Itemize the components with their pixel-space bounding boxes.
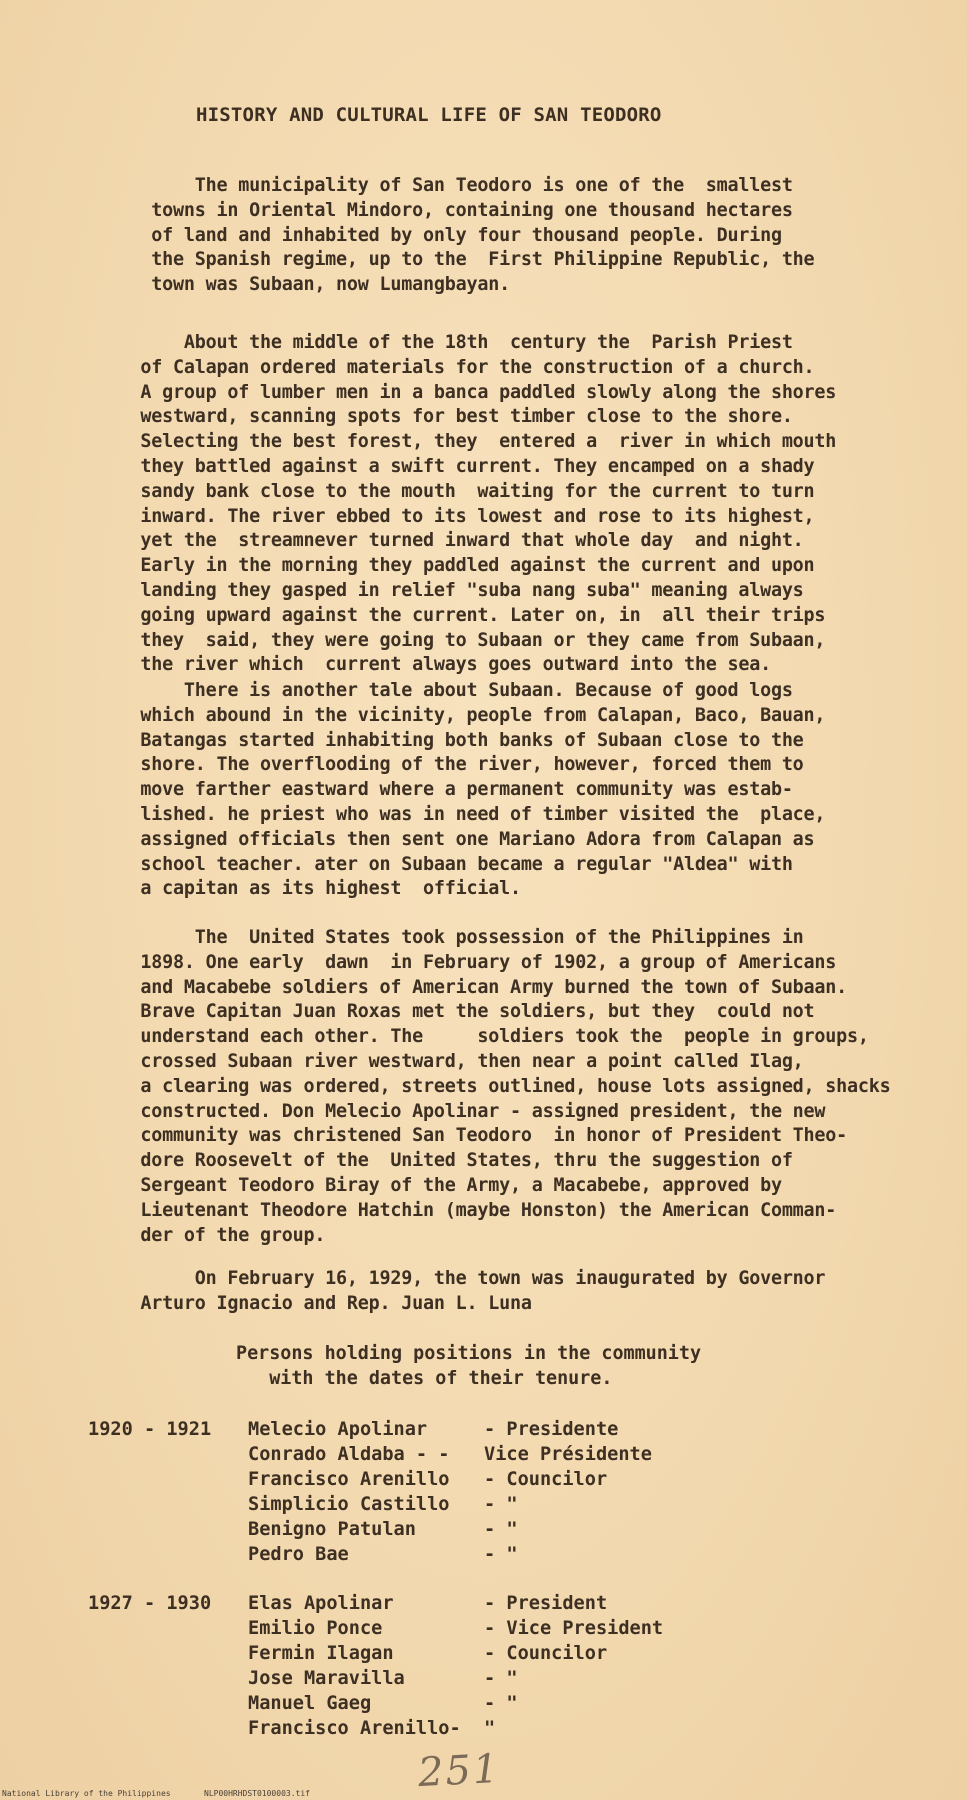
official-position: - Vice President xyxy=(484,1618,664,1639)
paragraph-another-tale xyxy=(86,679,946,902)
text-line: and Macabebe soldiers of American Army burned the town of Subaan. xyxy=(86,976,848,998)
roster-row xyxy=(248,1542,518,1567)
text-line: they battled against a swift current. They encamped on a shady xyxy=(86,455,815,477)
text-line: der of the group. xyxy=(86,1224,326,1246)
text-line: of land and inhabited by only four thousand people. During xyxy=(86,224,782,246)
official-name: Fermin Ilagan xyxy=(248,1643,394,1664)
paragraph-intro xyxy=(86,174,946,298)
official-position: - " xyxy=(484,1544,518,1565)
text-line: shore. The overflooding of the river, however, forced them to xyxy=(86,754,804,776)
text-line: of Calapan ordered materials for the construction of a church. xyxy=(86,356,815,378)
text-line: yet the streamnever turned inward that whole day and night. xyxy=(86,530,804,552)
roster-row xyxy=(248,1641,607,1666)
official-name: Pedro Bae xyxy=(248,1544,349,1565)
term-block-1920 xyxy=(88,1417,888,1577)
text-line: inward. The river ebbed to its lowest and rose to its highest, xyxy=(86,505,815,527)
term-period: 1920 - 1921 xyxy=(88,1419,212,1440)
roster-row xyxy=(248,1691,518,1716)
text-line: On February 16, 1929, the town was inaugurated by Governor xyxy=(86,1268,826,1289)
text-line: they said, they were going to Subaan or they came from Subaan, xyxy=(86,629,826,651)
official-name: Simplicio Castillo xyxy=(248,1494,450,1515)
text-line: Lieutenant Theodore Hatchin (maybe Honston) the American Comman- xyxy=(86,1199,837,1221)
roster-heading xyxy=(236,1342,701,1392)
roster-row xyxy=(248,1517,518,1542)
text-line: westward, scanning spots for best timber close to the shore. xyxy=(86,406,793,428)
official-name: Benigno Patulan xyxy=(248,1519,416,1540)
official-position: - " xyxy=(484,1519,518,1540)
text-line: understand each other. The soldiers took the people in groups, xyxy=(86,1026,869,1048)
text-line: Early in the morning they paddled against the current and upon xyxy=(86,555,815,577)
text-line: constructed. Don Melecio Apolinar - assigned president, the new xyxy=(86,1100,826,1122)
official-name: Elas Apolinar xyxy=(248,1593,394,1614)
paragraph-american-era xyxy=(86,926,946,1248)
official-position: - Presidente xyxy=(484,1419,619,1440)
file-name: NLP00HRHDST0100003.tif xyxy=(204,1789,310,1798)
text-line: landing they gasped in relief "suba nang suba" meaning always xyxy=(86,579,804,601)
text-line: the river which current always goes outward into the sea. xyxy=(86,654,771,676)
term-block-1927 xyxy=(88,1591,888,1751)
roster-row xyxy=(248,1591,607,1616)
text-line: Sergeant Teodoro Biray of the Army, a Macabebe, approved by xyxy=(86,1174,782,1196)
text-line: a capitan as its highest official. xyxy=(86,878,521,900)
text-line: Arturo Ignacio and Rep. Juan L. Luna xyxy=(86,1292,532,1314)
text-line: towns in Oriental Mindoro, containing one thousand hectares xyxy=(86,199,793,221)
text-line: going upward against the current. Later on, in all their trips xyxy=(86,604,826,626)
official-name: Francisco Arenillo- xyxy=(248,1718,461,1739)
text-line: a clearing was ordered, streets outlined, house lots assigned, shacks xyxy=(86,1075,891,1097)
official-name: Emilio Ponce xyxy=(248,1618,383,1639)
text-line: lished. he priest who was in need of timber visited the place, xyxy=(86,803,826,825)
official-name: Manuel Gaeg xyxy=(248,1693,372,1714)
text-line: Selecting the best forest, they entered a river in which mouth xyxy=(86,431,837,453)
roster-row xyxy=(248,1467,607,1492)
roster-row xyxy=(248,1666,518,1691)
paragraph-inauguration xyxy=(86,1267,946,1317)
handwritten-page-number: 251 xyxy=(416,1745,502,1797)
official-position: Vice Présidente xyxy=(484,1444,652,1465)
text-line: crossed Subaan river westward, then near a point called Ilag, xyxy=(86,1050,804,1072)
text-line: dore Roosevelt of the United States, thru the suggestion of xyxy=(86,1150,793,1172)
official-name: Jose Maravilla xyxy=(248,1668,405,1689)
official-position: - " xyxy=(484,1693,518,1714)
text-line: which abound in the vicinity, people from Calapan, Baco, Bauan, xyxy=(86,704,826,726)
official-position: - " xyxy=(484,1494,518,1515)
official-name: Conrado Aldaba - - xyxy=(248,1444,450,1465)
text-line: sandy bank close to the mouth waiting for the current to turn xyxy=(86,480,815,502)
official-position: - President xyxy=(484,1593,608,1614)
text-line: Batangas started inhabiting both banks of Subaan close to the xyxy=(86,729,804,751)
official-position: - Councilor xyxy=(484,1469,608,1490)
official-position: - " xyxy=(484,1668,518,1689)
official-position: - Councilor xyxy=(484,1643,608,1664)
scan-footer xyxy=(2,1788,967,1800)
text-line: About the middle of the 18th century the Parish Priest xyxy=(86,332,793,353)
text-line: assigned officials then sent one Mariano Adora from Calapan as xyxy=(86,828,815,850)
text-line: community was christened San Teodoro in honor of President Theo- xyxy=(86,1125,848,1147)
text-line: the Spanish regime, up to the First Philippine Republic, the xyxy=(86,249,815,271)
text-line: Persons holding positions in the community xyxy=(236,1343,702,1364)
text-line: A group of lumber men in a banca paddled slowly along the shores xyxy=(86,381,837,403)
official-name: Francisco Arenillo xyxy=(248,1469,450,1490)
paragraph-origin xyxy=(86,331,946,678)
text-line: move farther eastward where a permanent community was estab- xyxy=(86,779,793,801)
text-line: town was Subaan, now Lumangbayan. xyxy=(86,274,511,296)
text-line: school teacher. ater on Subaan became a regular "Aldea" with xyxy=(86,853,793,875)
roster-row xyxy=(248,1716,495,1741)
text-line: The municipality of San Teodoro is one of the smallest xyxy=(86,175,793,196)
text-line: The United States took possession of the Philippines in xyxy=(86,927,804,948)
text-line: with the dates of their tenure. xyxy=(236,1367,613,1389)
text-line: There is another tale about Subaan. Because of good logs xyxy=(86,680,793,701)
text-line: 1898. One early dawn in February of 1902, a group of Americans xyxy=(86,951,837,973)
official-position: " xyxy=(484,1718,496,1739)
roster-row xyxy=(248,1442,652,1467)
library-credit: National Library of the Philippines xyxy=(2,1789,171,1798)
official-name: Melecio Apolinar xyxy=(248,1419,428,1440)
term-period: 1927 - 1930 xyxy=(88,1593,212,1614)
text-line: Brave Capitan Juan Roxas met the soldiers, but they could not xyxy=(86,1001,815,1023)
roster-row xyxy=(248,1417,618,1442)
roster-row xyxy=(248,1492,518,1517)
document-title: HISTORY AND CULTURAL LIFE OF SAN TEODORO xyxy=(196,104,662,126)
roster-row xyxy=(248,1616,663,1641)
